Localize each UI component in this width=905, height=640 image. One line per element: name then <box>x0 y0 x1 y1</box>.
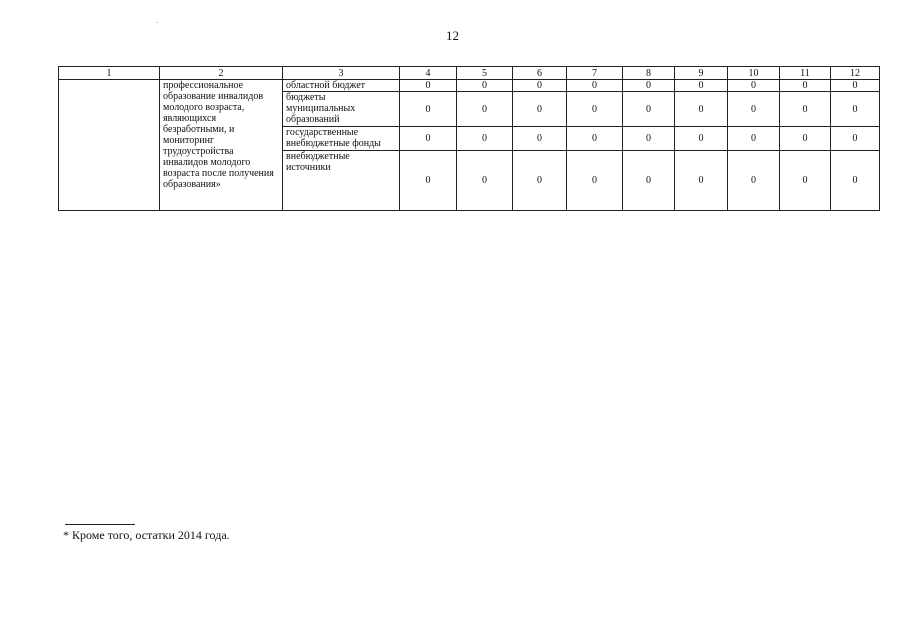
scan-speck <box>156 22 158 23</box>
value-cell: 0 <box>780 151 831 211</box>
footnote-separator <box>65 524 135 525</box>
column-header: 11 <box>780 67 831 80</box>
column-header: 9 <box>675 67 728 80</box>
value-cell: 0 <box>675 127 728 151</box>
value-cell: 0 <box>513 127 567 151</box>
value-cell: 0 <box>400 151 457 211</box>
value-cell: 0 <box>457 92 513 127</box>
column-header: 2 <box>160 67 283 80</box>
value-cell: 0 <box>457 127 513 151</box>
funding-source: внебюджетные источники <box>283 151 400 211</box>
value-cell: 0 <box>780 127 831 151</box>
value-cell: 0 <box>728 151 780 211</box>
value-cell: 0 <box>623 80 675 92</box>
column-header: 12 <box>831 67 880 80</box>
value-cell: 0 <box>400 80 457 92</box>
value-cell: 0 <box>675 92 728 127</box>
value-cell: 0 <box>728 127 780 151</box>
value-cell: 0 <box>567 127 623 151</box>
column-header: 3 <box>283 67 400 80</box>
value-cell: 0 <box>831 151 880 211</box>
funding-source: бюджеты муниципальных образований <box>283 92 400 127</box>
budget-table <box>58 66 880 211</box>
column-header: 6 <box>513 67 567 80</box>
value-cell: 0 <box>513 151 567 211</box>
page-number: 12 <box>446 28 459 43</box>
value-cell: 0 <box>513 92 567 127</box>
value-cell: 0 <box>567 80 623 92</box>
value-cell: 0 <box>780 92 831 127</box>
value-cell: 0 <box>457 151 513 211</box>
value-cell: 0 <box>675 151 728 211</box>
value-cell: 0 <box>567 151 623 211</box>
row-number-cell <box>59 80 160 211</box>
column-header: 4 <box>400 67 457 80</box>
activity-description: профессиональное образование инвалидов молодого возраста, являющихся безработными, и мониторинг трудоустройства инвалидов молодого возраста после получения образования» <box>160 80 283 211</box>
value-cell: 0 <box>623 92 675 127</box>
footnote: * Кроме того, остатки 2014 года. <box>63 528 230 542</box>
column-header: 8 <box>623 67 675 80</box>
value-cell: 0 <box>567 92 623 127</box>
value-cell: 0 <box>780 80 831 92</box>
column-header: 7 <box>567 67 623 80</box>
value-cell: 0 <box>623 127 675 151</box>
value-cell: 0 <box>831 80 880 92</box>
table-header-row <box>59 67 880 80</box>
value-cell: 0 <box>831 92 880 127</box>
funding-source: государственные внебюджетные фонды <box>283 127 400 151</box>
table-row <box>59 80 880 92</box>
value-cell: 0 <box>623 151 675 211</box>
value-cell: 0 <box>728 80 780 92</box>
column-header: 1 <box>59 67 160 80</box>
funding-source: областной бюджет <box>283 80 400 92</box>
value-cell: 0 <box>831 127 880 151</box>
value-cell: 0 <box>400 127 457 151</box>
value-cell: 0 <box>728 92 780 127</box>
value-cell: 0 <box>457 80 513 92</box>
value-cell: 0 <box>675 80 728 92</box>
column-header: 5 <box>457 67 513 80</box>
column-header: 10 <box>728 67 780 80</box>
value-cell: 0 <box>400 92 457 127</box>
value-cell: 0 <box>513 80 567 92</box>
